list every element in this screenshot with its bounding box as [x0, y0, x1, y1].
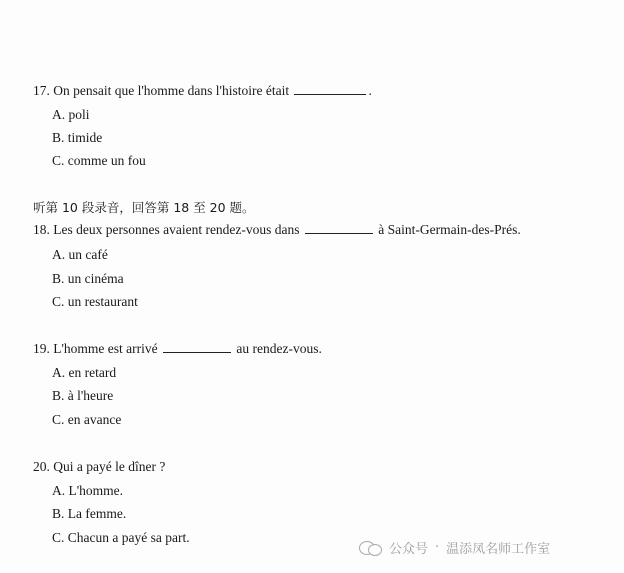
- answer-blank: [305, 222, 373, 234]
- question-17-option-a: A. poli: [52, 107, 90, 122]
- watermark-author: 温添凤名师工作室: [446, 542, 551, 557]
- question-19-option-b: B. à l'heure: [52, 388, 114, 403]
- question-18-option-c: C. un restaurant: [52, 294, 138, 309]
- watermark: [359, 538, 550, 557]
- question-18-option-a: A. un café: [52, 247, 108, 262]
- question-17-stem: 17. On pensait que l'homme dans l'histoire était .: [33, 83, 372, 98]
- question-19-stem: 19. L'homme est arrivé au rendez-vous.: [33, 341, 322, 356]
- question-17-option-c: C. comme un fou: [52, 153, 146, 168]
- watermark-source: 公众号: [389, 542, 429, 557]
- question-18-stem: 18. Les deux personnes avaient rendez-vous dans à Saint-Germain-des-Prés.: [33, 222, 521, 237]
- answer-blank: [294, 83, 366, 95]
- question-17-option-b: B. timide: [52, 130, 103, 145]
- answer-blank: [163, 341, 231, 353]
- question-19-option-c: C. en avance: [52, 412, 122, 427]
- question-20-option-c: C. Chacun a payé sa part.: [52, 530, 190, 545]
- question-18-option-b: B. un cinéma: [52, 271, 124, 286]
- question-20-option-a: A. L'homme.: [52, 483, 124, 498]
- question-19-option-a: A. en retard: [52, 365, 117, 380]
- watermark-separator: ·: [435, 540, 440, 555]
- question-20-stem: 20. Qui a payé le dîner ?: [33, 459, 166, 474]
- question-20-option-b: B. La femme.: [52, 506, 127, 521]
- wechat-icon: [359, 539, 385, 557]
- section-instruction: 听第 10 段录音，回答第 18 至 20 题。: [33, 200, 255, 215]
